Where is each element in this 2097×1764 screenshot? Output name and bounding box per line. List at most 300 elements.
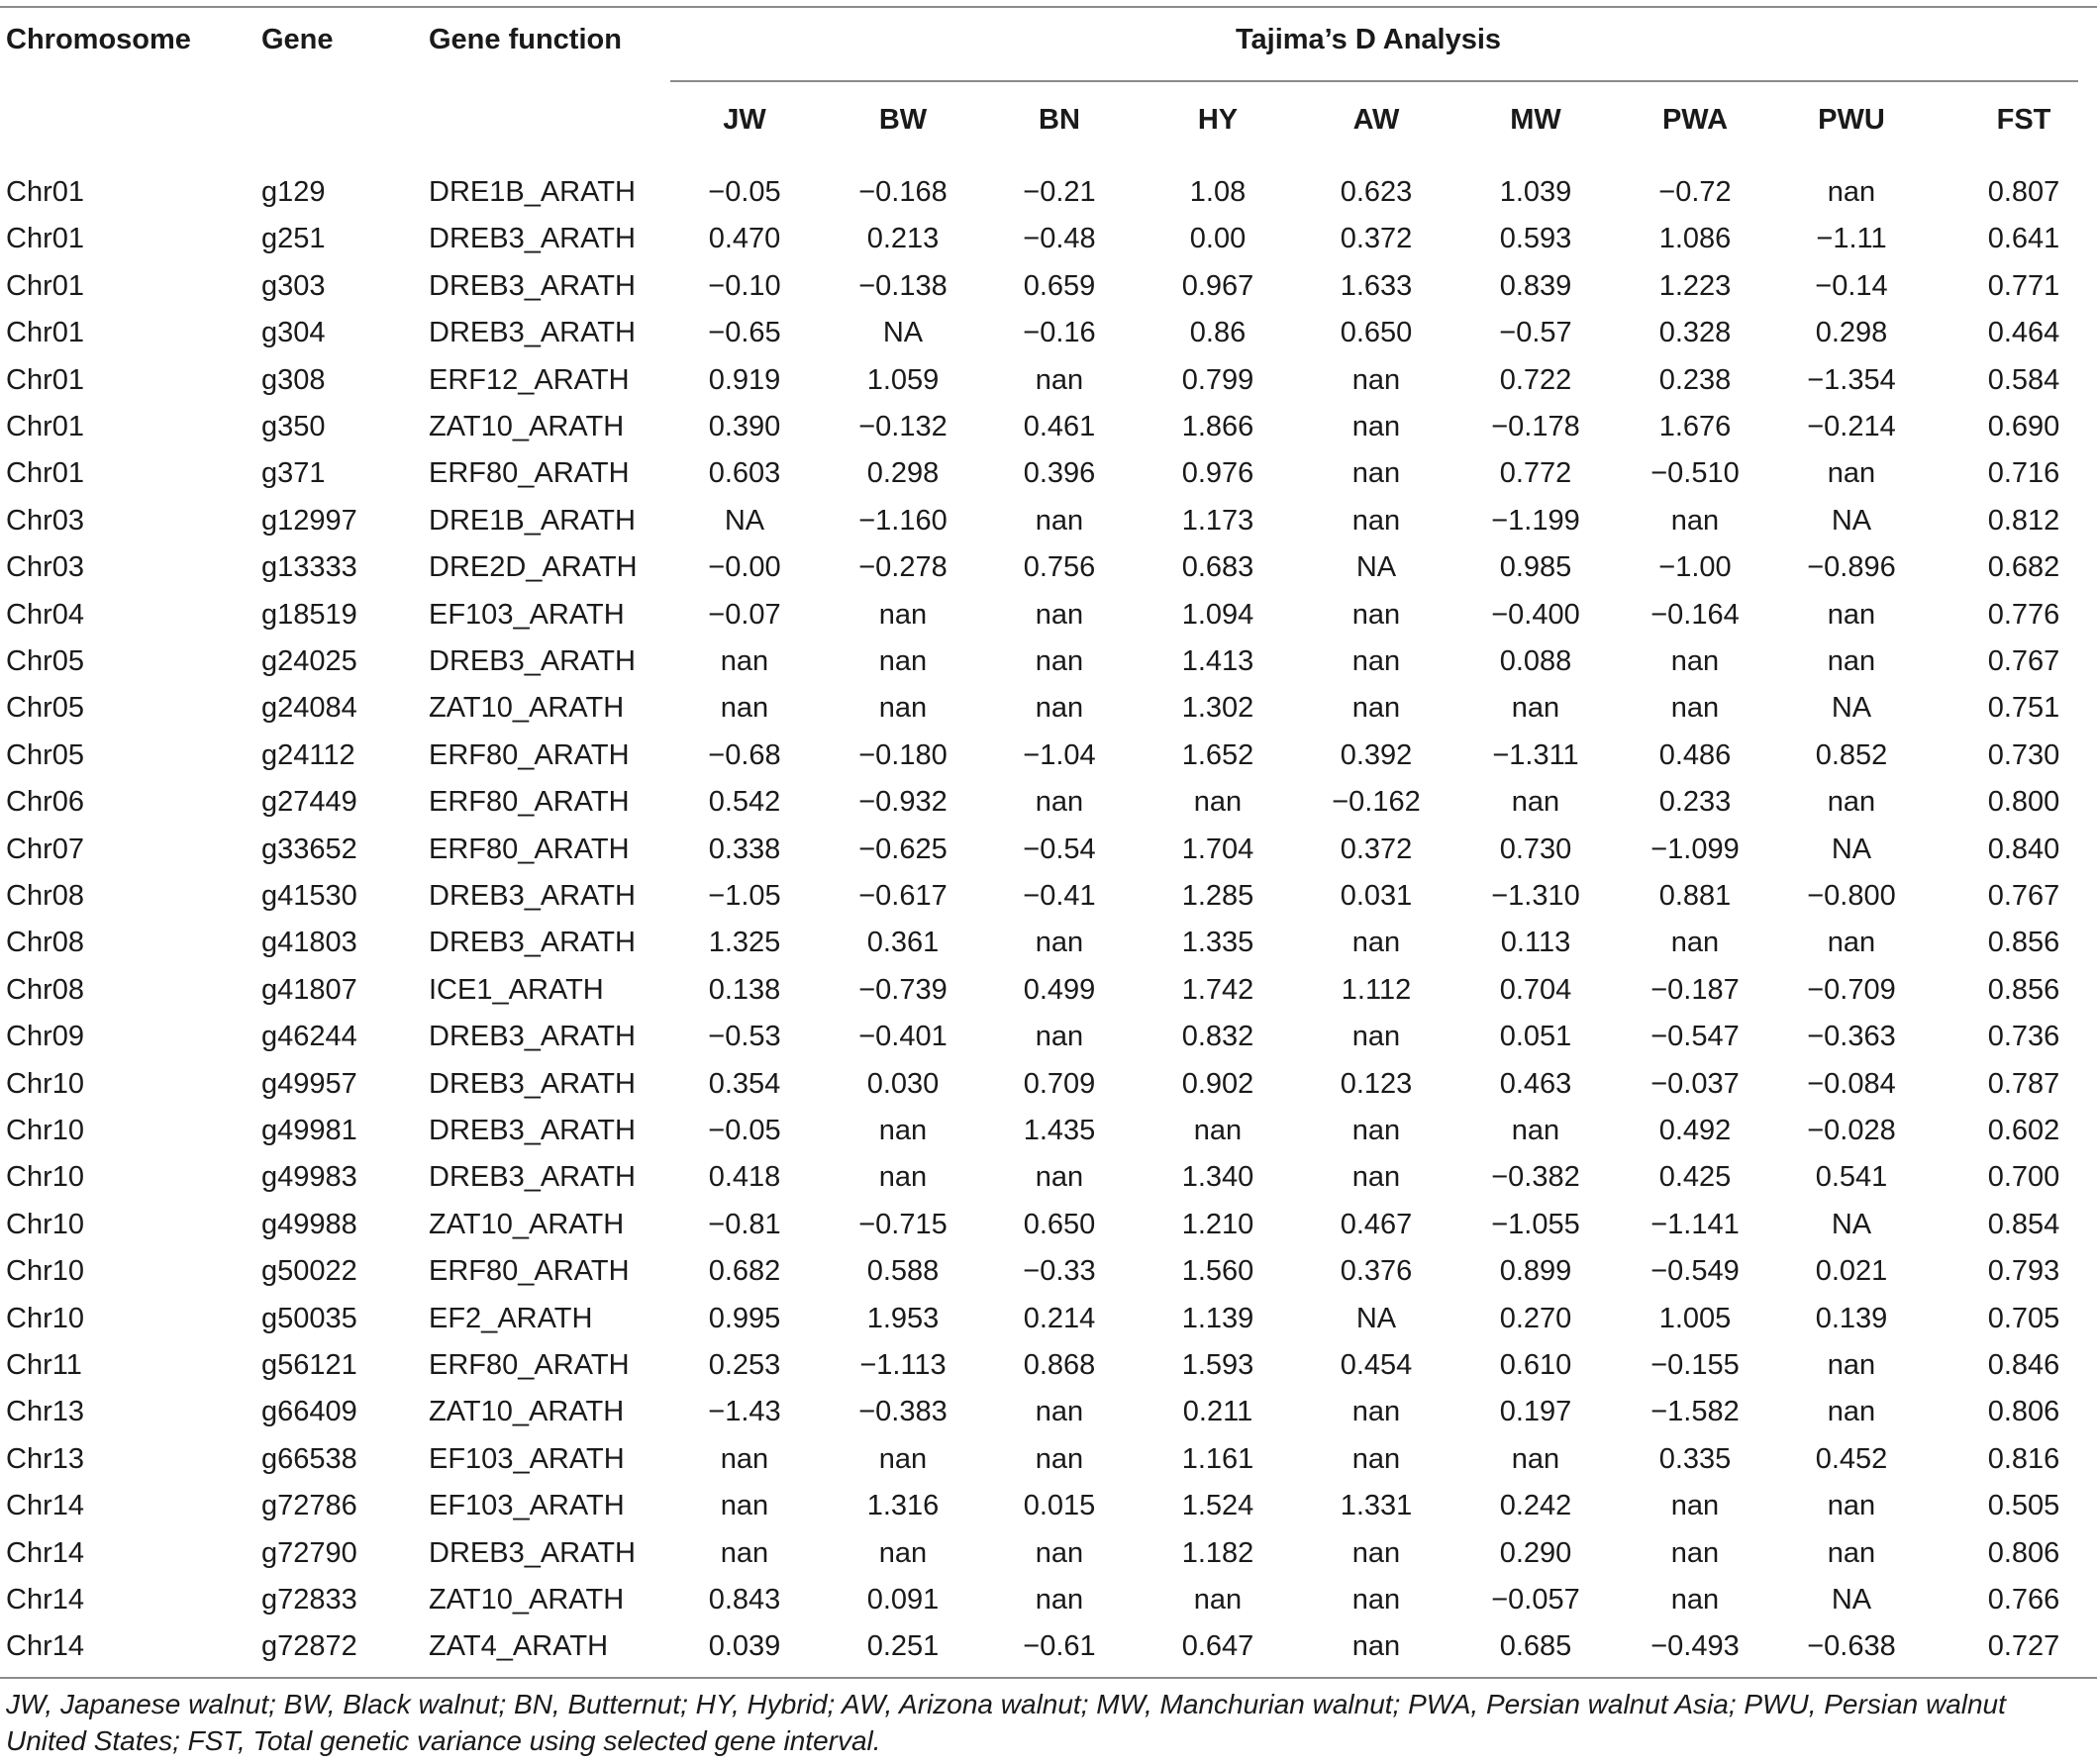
cell-hy: 1.560 xyxy=(1181,1255,1254,1288)
cell-bw: nan xyxy=(878,1536,928,1569)
cell-gene: g350 xyxy=(261,411,326,442)
cell-gene-function: DREB3_ARATH xyxy=(429,1067,636,1100)
cell-pwu: −0.709 xyxy=(1807,973,1896,1006)
cell-chromosome: Chr10 xyxy=(6,1115,84,1146)
cell-jw: −0.68 xyxy=(708,738,781,771)
cell-fst: 0.846 xyxy=(1987,1349,2060,1381)
cell-bn: −1.04 xyxy=(1023,738,1096,771)
cell-chromosome: Chr03 xyxy=(6,504,84,537)
cell-jw: −0.07 xyxy=(708,598,781,631)
header-gene-function: Gene function xyxy=(429,24,622,55)
cell-jw: 0.390 xyxy=(708,411,781,442)
cell-hy: 0.00 xyxy=(1189,223,1247,255)
cell-hy: 0.211 xyxy=(1182,1396,1253,1428)
cell-aw: nan xyxy=(1351,1021,1401,1053)
cell-pwa: 0.233 xyxy=(1658,786,1732,819)
cell-chromosome: Chr04 xyxy=(6,598,84,631)
cell-pwu: nan xyxy=(1827,927,1876,959)
cell-hy: 1.524 xyxy=(1181,1490,1254,1522)
cell-pwa: 0.881 xyxy=(1658,880,1732,912)
cell-bn: nan xyxy=(1035,1536,1084,1569)
cell-bw: 1.953 xyxy=(866,1302,940,1334)
cell-pwa: −0.493 xyxy=(1650,1630,1740,1663)
cell-chromosome: Chr10 xyxy=(6,1208,84,1240)
cell-hy: 0.976 xyxy=(1181,457,1254,490)
cell-bw: nan xyxy=(878,645,928,677)
cell-gene: g49957 xyxy=(261,1067,357,1100)
cell-chromosome: Chr08 xyxy=(6,973,84,1006)
cell-pwu: nan xyxy=(1827,598,1876,631)
cell-mw: nan xyxy=(1511,1442,1560,1475)
cell-hy: 1.182 xyxy=(1181,1536,1254,1569)
cell-mw: −0.178 xyxy=(1491,411,1580,442)
cell-hy: 0.86 xyxy=(1189,317,1247,349)
cell-aw: nan xyxy=(1351,1630,1401,1663)
cell-gene: g24084 xyxy=(261,692,357,725)
cell-mw: 0.899 xyxy=(1499,1255,1572,1288)
cell-mw: nan xyxy=(1511,786,1560,819)
cell-gene-function: EF2_ARATH xyxy=(429,1302,593,1334)
cell-jw: 0.138 xyxy=(708,973,781,1006)
cell-pwa: 1.086 xyxy=(1658,223,1732,255)
cell-pwa: 0.486 xyxy=(1658,738,1732,771)
cell-bw: 1.316 xyxy=(866,1490,940,1522)
cell-bn: −0.48 xyxy=(1023,223,1096,255)
cell-aw: nan xyxy=(1351,1584,1401,1616)
cell-hy: 0.647 xyxy=(1181,1630,1254,1663)
cell-gene-function: ZAT10_ARATH xyxy=(429,1208,625,1240)
cell-pwa: nan xyxy=(1670,504,1720,537)
cell-gene-function: DRE1B_ARATH xyxy=(429,504,636,537)
cell-jw: NA xyxy=(724,504,765,537)
cell-chromosome: Chr03 xyxy=(6,551,84,584)
cell-fst: 0.505 xyxy=(1987,1490,2060,1522)
cell-hy: 1.335 xyxy=(1181,927,1254,959)
cell-bw: 0.091 xyxy=(866,1584,940,1616)
cell-chromosome: Chr01 xyxy=(6,176,84,208)
cell-mw: 0.772 xyxy=(1499,457,1572,490)
cell-bn: 0.709 xyxy=(1023,1067,1096,1100)
cell-fst: 0.464 xyxy=(1987,317,2060,349)
column-header-bn: BN xyxy=(1039,104,1080,136)
cell-jw: 0.253 xyxy=(708,1349,781,1381)
cell-pwu: −0.896 xyxy=(1807,551,1896,584)
cell-hy: nan xyxy=(1193,1115,1243,1146)
cell-jw: −1.05 xyxy=(708,880,781,912)
cell-mw: 0.197 xyxy=(1499,1396,1572,1428)
cell-mw: −1.311 xyxy=(1492,738,1579,771)
cell-pwa: nan xyxy=(1670,1490,1720,1522)
cell-gene: g66409 xyxy=(261,1396,357,1428)
cell-gene: g41530 xyxy=(261,880,357,912)
cell-aw: nan xyxy=(1351,363,1401,396)
cell-pwa: −0.187 xyxy=(1650,973,1740,1006)
cell-bw: 0.030 xyxy=(866,1067,940,1100)
group-header-rule xyxy=(670,80,2078,82)
cell-gene: g50035 xyxy=(261,1302,357,1334)
cell-jw: 1.325 xyxy=(708,927,781,959)
cell-fst: 0.766 xyxy=(1987,1584,2060,1616)
cell-aw: nan xyxy=(1351,504,1401,537)
cell-aw: nan xyxy=(1351,1161,1401,1194)
cell-mw: 0.610 xyxy=(1499,1349,1572,1381)
cell-pwu: −0.214 xyxy=(1807,411,1896,442)
cell-pwu: 0.139 xyxy=(1815,1302,1888,1334)
cell-bn: 0.650 xyxy=(1023,1208,1096,1240)
cell-pwu: nan xyxy=(1827,786,1876,819)
cell-chromosome: Chr10 xyxy=(6,1161,84,1194)
cell-pwu: 0.021 xyxy=(1815,1255,1888,1288)
cell-gene-function: DREB3_ARATH xyxy=(429,1536,636,1569)
cell-fst: 0.856 xyxy=(1987,927,2060,959)
cell-fst: 0.767 xyxy=(1987,645,2060,677)
cell-gene-function: DREB3_ARATH xyxy=(429,927,636,959)
cell-aw: nan xyxy=(1351,1536,1401,1569)
cell-aw: 0.372 xyxy=(1340,223,1413,255)
cell-fst: 0.816 xyxy=(1987,1442,2060,1475)
table-footnote: JW, Japanese walnut; BW, Black walnut; BN, Butternut; HY, Hybrid; AW, Arizona walnut; MW, Manchurian walnut; PWA, Persian walnut Asia; PWU, Persian walnut United States; FST, Total genetic variance using selected gene interval. xyxy=(6,1689,2006,1756)
cell-gene-function: EF103_ARATH xyxy=(429,598,625,631)
cell-pwu: −0.363 xyxy=(1807,1021,1896,1053)
cell-hy: 0.967 xyxy=(1181,269,1254,302)
top-rule xyxy=(0,6,2097,8)
cell-jw: nan xyxy=(720,1490,769,1522)
cell-fst: 0.806 xyxy=(1987,1536,2060,1569)
cell-fst: 0.730 xyxy=(1987,738,2060,771)
cell-mw: 0.113 xyxy=(1500,927,1571,959)
cell-bn: nan xyxy=(1035,1396,1084,1428)
cell-hy: 0.799 xyxy=(1181,363,1254,396)
cell-gene: g251 xyxy=(261,223,326,255)
cell-jw: −0.81 xyxy=(708,1208,781,1240)
cell-fst: 0.854 xyxy=(1987,1208,2060,1240)
cell-gene: g24025 xyxy=(261,645,357,677)
cell-bn: nan xyxy=(1035,645,1084,677)
cell-chromosome: Chr01 xyxy=(6,457,84,490)
cell-hy: 1.173 xyxy=(1181,504,1254,537)
cell-pwa: −1.099 xyxy=(1650,833,1740,865)
cell-gene-function: DREB3_ARATH xyxy=(429,880,636,912)
cell-jw: 0.354 xyxy=(708,1067,781,1100)
column-header-hy: HY xyxy=(1197,104,1239,136)
cell-gene: g72872 xyxy=(261,1630,357,1663)
cell-mw: −0.400 xyxy=(1491,598,1580,631)
cell-pwu: 0.298 xyxy=(1815,317,1888,349)
cell-hy: 1.593 xyxy=(1181,1349,1254,1381)
cell-pwu: 0.852 xyxy=(1815,738,1888,771)
cell-fst: 0.771 xyxy=(1987,269,2060,302)
cell-aw: NA xyxy=(1355,1302,1397,1334)
cell-jw: −0.10 xyxy=(708,269,781,302)
cell-chromosome: Chr11 xyxy=(6,1349,82,1381)
cell-mw: 0.593 xyxy=(1499,223,1572,255)
cell-fst: 0.812 xyxy=(1987,504,2060,537)
cell-pwa: nan xyxy=(1670,927,1720,959)
cell-fst: 0.793 xyxy=(1987,1255,2060,1288)
cell-fst: 0.700 xyxy=(1987,1161,2060,1194)
header-gene: Gene xyxy=(261,24,334,55)
cell-pwa: 0.328 xyxy=(1658,317,1732,349)
cell-gene: g72833 xyxy=(261,1584,357,1616)
cell-bw: −1.113 xyxy=(859,1349,947,1381)
cell-aw: 0.123 xyxy=(1340,1067,1413,1100)
cell-jw: −1.43 xyxy=(708,1396,781,1428)
cell-bw: −0.180 xyxy=(858,738,948,771)
cell-pwu: −0.638 xyxy=(1807,1630,1896,1663)
cell-mw: 0.270 xyxy=(1499,1302,1572,1334)
cell-gene: g12997 xyxy=(261,504,357,537)
cell-gene: g72790 xyxy=(261,1536,357,1569)
cell-gene-function: ERF12_ARATH xyxy=(429,363,630,396)
cell-bn: nan xyxy=(1035,1021,1084,1053)
cell-jw: 0.542 xyxy=(708,786,781,819)
cell-aw: nan xyxy=(1351,1442,1401,1475)
cell-jw: −0.05 xyxy=(708,176,781,208)
cell-jw: 0.470 xyxy=(708,223,781,255)
cell-pwa: 1.005 xyxy=(1658,1302,1732,1334)
cell-pwu: NA xyxy=(1831,692,1872,725)
cell-gene: g129 xyxy=(261,176,326,208)
cell-bn: nan xyxy=(1035,1442,1084,1475)
cell-hy: 1.704 xyxy=(1181,833,1254,865)
cell-pwa: −0.547 xyxy=(1650,1021,1740,1053)
column-header-pwa: PWA xyxy=(1661,104,1729,136)
bottom-rule xyxy=(0,1677,2097,1679)
cell-gene-function: EF103_ARATH xyxy=(429,1490,625,1522)
cell-mw: 0.985 xyxy=(1499,551,1572,584)
cell-hy: 0.832 xyxy=(1181,1021,1254,1053)
cell-bw: −0.617 xyxy=(858,880,948,912)
cell-mw: −0.057 xyxy=(1491,1584,1580,1616)
cell-gene: g308 xyxy=(261,363,326,396)
cell-chromosome: Chr13 xyxy=(6,1442,84,1475)
cell-hy: 1.210 xyxy=(1181,1208,1254,1240)
cell-fst: 0.807 xyxy=(1987,176,2060,208)
cell-bn: −0.21 xyxy=(1023,176,1096,208)
cell-gene: g18519 xyxy=(261,598,357,631)
cell-mw: 0.290 xyxy=(1499,1536,1572,1569)
cell-mw: 0.242 xyxy=(1499,1490,1572,1522)
cell-pwu: nan xyxy=(1827,1490,1876,1522)
cell-jw: 0.039 xyxy=(708,1630,781,1663)
cell-hy: 1.285 xyxy=(1181,880,1254,912)
cell-pwa: −0.037 xyxy=(1650,1067,1740,1100)
cell-fst: 0.690 xyxy=(1987,411,2060,442)
cell-bw: 0.361 xyxy=(866,927,940,959)
cell-aw: nan xyxy=(1351,598,1401,631)
cell-pwa: 0.335 xyxy=(1658,1442,1732,1475)
cell-chromosome: Chr07 xyxy=(6,833,84,865)
cell-gene: g41807 xyxy=(261,973,357,1006)
cell-hy: 1.742 xyxy=(1181,973,1254,1006)
cell-hy: 0.683 xyxy=(1181,551,1254,584)
cell-fst: 0.840 xyxy=(1987,833,2060,865)
cell-pwu: nan xyxy=(1827,1536,1876,1569)
cell-jw: 0.919 xyxy=(708,363,781,396)
cell-mw: 0.839 xyxy=(1499,269,1572,302)
cell-mw: 0.463 xyxy=(1499,1067,1572,1100)
cell-aw: nan xyxy=(1351,411,1401,442)
column-header-pwu: PWU xyxy=(1818,104,1885,136)
cell-gene-function: ZAT10_ARATH xyxy=(429,411,625,442)
cell-bn: nan xyxy=(1035,1584,1084,1616)
cell-chromosome: Chr08 xyxy=(6,880,84,912)
cell-fst: 0.806 xyxy=(1987,1396,2060,1428)
cell-gene-function: ERF80_ARATH xyxy=(429,457,630,490)
cell-mw: 0.722 xyxy=(1499,363,1572,396)
cell-jw: nan xyxy=(720,692,769,725)
cell-jw: nan xyxy=(720,645,769,677)
cell-fst: 0.767 xyxy=(1987,880,2060,912)
cell-gene: g56121 xyxy=(261,1349,357,1381)
cell-bn: 0.015 xyxy=(1023,1490,1096,1522)
header-chromosome: Chromosome xyxy=(6,24,191,55)
cell-mw: −1.199 xyxy=(1491,504,1580,537)
cell-bw: nan xyxy=(878,1161,928,1194)
cell-mw: 1.039 xyxy=(1499,176,1572,208)
cell-pwa: 0.492 xyxy=(1658,1115,1732,1146)
header-tajimas-d-group: Tajima’s D Analysis xyxy=(1235,24,1502,55)
cell-bw: −1.160 xyxy=(858,504,948,537)
cell-chromosome: Chr05 xyxy=(6,692,84,725)
cell-chromosome: Chr09 xyxy=(6,1021,84,1053)
cell-chromosome: Chr05 xyxy=(6,738,84,771)
cell-fst: 0.682 xyxy=(1987,551,2060,584)
cell-fst: 0.751 xyxy=(1987,692,2060,725)
cell-pwu: nan xyxy=(1827,457,1876,490)
cell-gene-function: DRE2D_ARATH xyxy=(429,551,638,584)
cell-bw: −0.132 xyxy=(858,411,948,442)
cell-chromosome: Chr13 xyxy=(6,1396,84,1428)
cell-aw: 0.650 xyxy=(1340,317,1413,349)
cell-pwa: −0.72 xyxy=(1658,176,1732,208)
cell-gene-function: DREB3_ARATH xyxy=(429,1115,636,1146)
cell-aw: nan xyxy=(1351,1396,1401,1428)
cell-aw: −0.162 xyxy=(1332,786,1421,819)
cell-jw: nan xyxy=(720,1442,769,1475)
cell-mw: 0.704 xyxy=(1499,973,1572,1006)
cell-gene: g49988 xyxy=(261,1208,357,1240)
cell-pwa: 1.676 xyxy=(1658,411,1732,442)
cell-mw: 0.730 xyxy=(1499,833,1572,865)
cell-aw: NA xyxy=(1355,551,1397,584)
cell-mw: −0.382 xyxy=(1491,1161,1580,1194)
column-header-jw: JW xyxy=(723,104,766,136)
cell-aw: 0.376 xyxy=(1340,1255,1413,1288)
cell-hy: nan xyxy=(1193,1584,1243,1616)
cell-jw: 0.338 xyxy=(708,833,781,865)
cell-jw: 0.995 xyxy=(708,1302,781,1334)
cell-bn: 0.868 xyxy=(1023,1349,1096,1381)
cell-hy: 1.866 xyxy=(1181,411,1254,442)
cell-bn: 1.435 xyxy=(1023,1115,1096,1146)
cell-jw: 0.843 xyxy=(708,1584,781,1616)
cell-fst: 0.584 xyxy=(1987,363,2060,396)
cell-mw: −1.310 xyxy=(1491,880,1580,912)
cell-gene-function: ZAT4_ARATH xyxy=(429,1630,609,1663)
cell-bn: −0.41 xyxy=(1023,880,1096,912)
cell-jw: 0.682 xyxy=(708,1255,781,1288)
cell-pwu: NA xyxy=(1831,504,1872,537)
cell-chromosome: Chr10 xyxy=(6,1302,84,1334)
cell-mw: 0.088 xyxy=(1499,645,1572,677)
cell-bw: 0.213 xyxy=(866,223,940,255)
cell-aw: nan xyxy=(1351,645,1401,677)
cell-pwu: nan xyxy=(1827,1396,1876,1428)
cell-hy: 1.161 xyxy=(1181,1442,1254,1475)
cell-bw: −0.715 xyxy=(858,1208,948,1240)
cell-bn: nan xyxy=(1035,598,1084,631)
cell-gene: g24112 xyxy=(261,738,355,771)
cell-gene-function: DREB3_ARATH xyxy=(429,269,636,302)
cell-gene-function: ERF80_ARATH xyxy=(429,786,630,819)
cell-gene-function: DREB3_ARATH xyxy=(429,645,636,677)
cell-aw: 0.031 xyxy=(1340,880,1413,912)
cell-bn: nan xyxy=(1035,692,1084,725)
cell-hy: 1.652 xyxy=(1181,738,1254,771)
cell-gene-function: ERF80_ARATH xyxy=(429,1255,630,1288)
cell-bw: −0.932 xyxy=(858,786,948,819)
cell-pwu: nan xyxy=(1827,1349,1876,1381)
cell-jw: −0.53 xyxy=(708,1021,781,1053)
cell-bw: nan xyxy=(878,1442,928,1475)
cell-gene: g50022 xyxy=(261,1255,357,1288)
cell-gene-function: ERF80_ARATH xyxy=(429,833,630,865)
cell-aw: nan xyxy=(1351,927,1401,959)
cell-gene: g49981 xyxy=(261,1115,357,1146)
cell-aw: 0.454 xyxy=(1340,1349,1413,1381)
cell-fst: 0.800 xyxy=(1987,786,2060,819)
cell-jw: 0.418 xyxy=(708,1161,781,1194)
cell-gene: g66538 xyxy=(261,1442,357,1475)
cell-bw: nan xyxy=(878,692,928,725)
cell-mw: nan xyxy=(1511,692,1560,725)
cell-gene-function: ZAT10_ARATH xyxy=(429,1396,625,1428)
cell-bn: −0.61 xyxy=(1023,1630,1096,1663)
cell-jw: −0.00 xyxy=(708,551,781,584)
cell-bw: −0.383 xyxy=(858,1396,948,1428)
cell-pwa: 0.425 xyxy=(1658,1161,1732,1194)
cell-pwu: nan xyxy=(1827,176,1876,208)
cell-aw: 1.331 xyxy=(1340,1490,1413,1522)
cell-gene-function: DREB3_ARATH xyxy=(429,1021,636,1053)
cell-bw: 0.251 xyxy=(866,1630,940,1663)
cell-pwu: −0.028 xyxy=(1807,1115,1896,1146)
cell-hy: 1.340 xyxy=(1181,1161,1254,1194)
cell-aw: 0.392 xyxy=(1340,738,1413,771)
cell-pwa: nan xyxy=(1670,1536,1720,1569)
cell-mw: −1.055 xyxy=(1491,1208,1580,1240)
cell-gene: g27449 xyxy=(261,786,357,819)
cell-jw: 0.603 xyxy=(708,457,781,490)
cell-fst: 0.705 xyxy=(1987,1302,2060,1334)
cell-gene-function: ICE1_ARATH xyxy=(429,973,604,1006)
cell-bn: 0.461 xyxy=(1023,411,1096,442)
cell-gene-function: DREB3_ARATH xyxy=(429,223,636,255)
cell-bw: −0.278 xyxy=(858,551,948,584)
cell-gene: g303 xyxy=(261,269,326,302)
cell-pwu: −1.11 xyxy=(1816,223,1887,255)
cell-jw: −0.65 xyxy=(708,317,781,349)
cell-fst: 0.776 xyxy=(1987,598,2060,631)
cell-mw: 0.685 xyxy=(1499,1630,1572,1663)
cell-gene: g72786 xyxy=(261,1490,357,1522)
cell-gene-function: ERF80_ARATH xyxy=(429,738,630,771)
cell-bn: 0.659 xyxy=(1023,269,1096,302)
cell-bw: nan xyxy=(878,598,928,631)
cell-chromosome: Chr14 xyxy=(6,1630,84,1663)
cell-aw: nan xyxy=(1351,457,1401,490)
